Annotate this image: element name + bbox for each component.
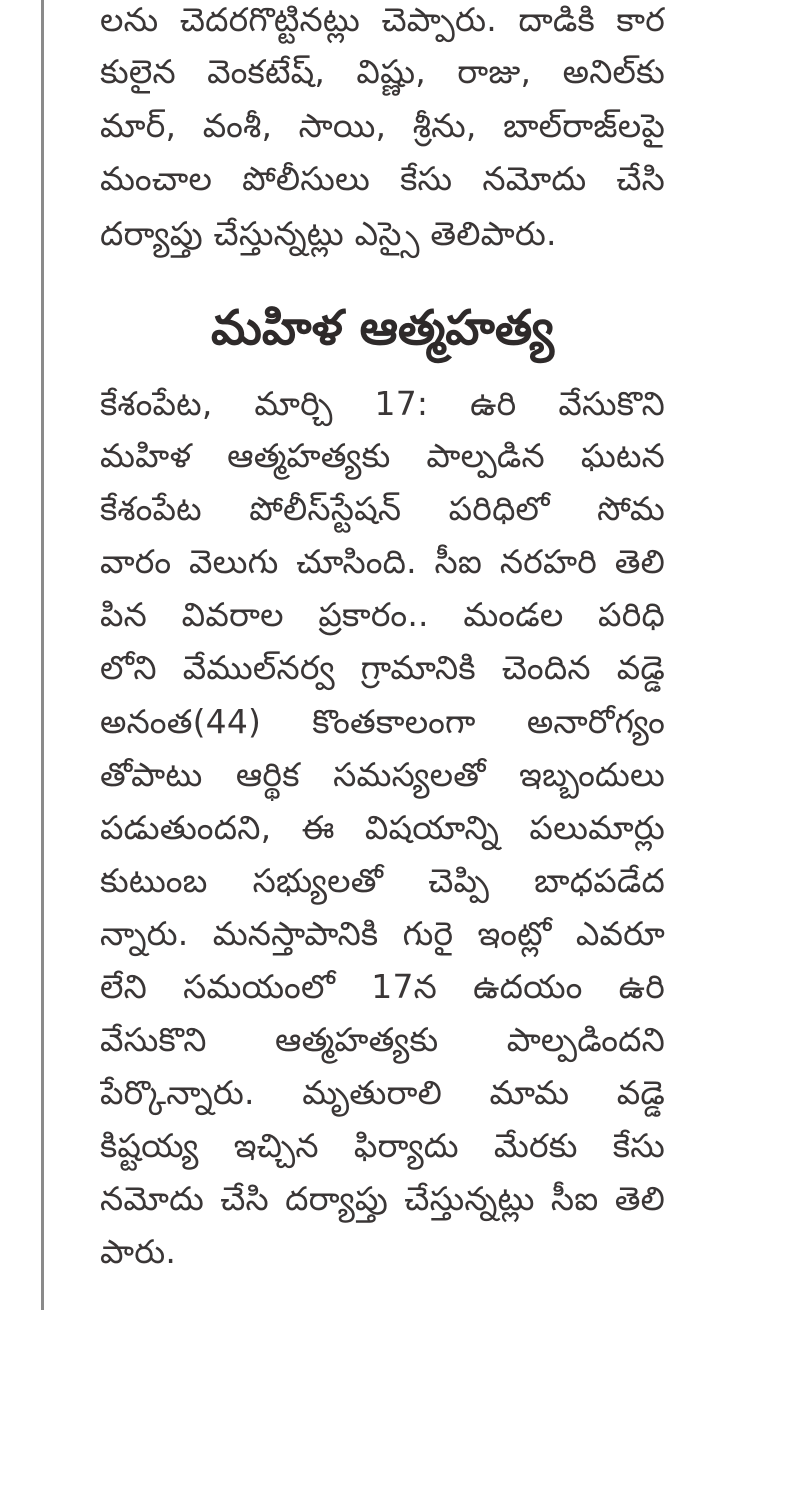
article-line: నమోదు చేసి దర్యాప్తు చేస్తున్నట్లు సీఐ తెలి [100, 1179, 665, 1218]
article-line: అనంత(44) కొంతకాలంగా అనారోగ్యం [100, 702, 665, 741]
article-line: తోపాటు ఆర్థిక సమస్యలతో ఇబ్బందులు [100, 755, 665, 794]
article-line: లను చెదరగొట్టినట్లు చెప్పారు. దాడికి కార [100, 0, 665, 39]
article-line: కేశంపేట పోలీస్‌స్టేషన్ పరిధిలో సోమ [100, 489, 665, 528]
article-line: మంచాల పోలీసులు కేసు నమోదు చేసి [100, 159, 665, 198]
article-line: వారం వెలుగు చూసింది. సీఐ నరహరి తెలి [100, 542, 665, 581]
article-line: కుటుంబ సభ్యులతో చెప్పి బాధపడేద [100, 861, 665, 900]
article-line: పేర్కొన్నారు. మృతురాలి మామ వడ్డె [100, 1073, 665, 1112]
article-line: లోని వేముల్‌నర్వ గ్రామానికి చెందిన వడ్డె [100, 648, 665, 687]
article-line: కులైన వెంకటేష్, విష్ణు, రాజు, అనిల్‌కు [100, 52, 665, 91]
article-line: మార్, వంశీ, సాయి, శ్రీను, బాల్‌రాజ్‌లపై [100, 106, 665, 145]
article-line: పారు. [100, 1232, 177, 1271]
article-line: పడుతుందని, ఈ విషయాన్ని పలుమార్లు [100, 808, 665, 847]
article-line: కిష్టయ్య ఇచ్చిన ఫిర్యాదు మేరకు కేసు [100, 1126, 665, 1165]
article-line: మహిళ ఆత్మహత్యకు పాల్పడిన ఘటన [100, 436, 665, 475]
story-headline: మహిళ ఆత్మహత్య [211, 300, 554, 356]
article-line: వేసుకొని ఆత్మహత్యకు పాల్పడిందని [100, 1020, 665, 1059]
column-divider [41, 0, 44, 1310]
article-line: కేశంపేట, మార్చి 17: ఉరి వేసుకొని [100, 384, 665, 423]
article-line: పిన వివరాల ప్రకారం.. మండల పరిధి [100, 595, 665, 634]
article-line: లేని సమయంలో 17న ఉదయం ఉరి [100, 967, 665, 1006]
article-line: దర్యాప్తు చేస్తున్నట్లు ఎస్సై తెలిపారు. [100, 214, 557, 253]
article-line: న్నారు. మనస్తాపానికి గురై ఇంట్లో ఎవరూ [100, 914, 665, 953]
